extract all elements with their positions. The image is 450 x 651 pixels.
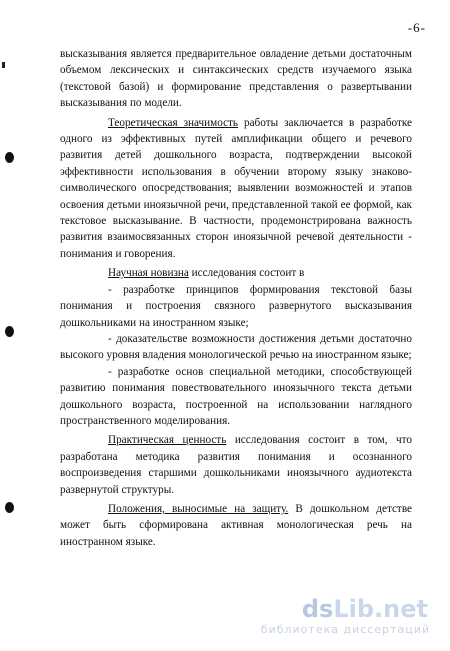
list-item: - доказательстве возможности достижения детьми достаточно высокого уровня владения монологической речью на иностранном языке; xyxy=(60,332,412,362)
list-item: - разработке основ специальной методики, способствующей развитию понимания повествовательного иноязычного текста детьми дошкольного возраста, построенной на использовании наглядного пространственного моделирования. xyxy=(60,365,412,427)
margin-mark xyxy=(2,62,5,68)
binder-hole xyxy=(5,152,14,163)
binder-hole xyxy=(5,502,14,513)
section-heading-theoretical: Теоретическая значимость xyxy=(108,116,239,129)
watermark-logo: dsLib.net xyxy=(301,595,428,623)
paragraph: Практическая ценность исследования состоит в том, что разработана методика развития понимания и осознанного воспроизведения старшими дошкольниками иноязычного аудиотекста развернутой структуры. xyxy=(60,434,412,496)
paragraph: Научная новизна исследования состоит в xyxy=(108,267,305,280)
watermark-tagline: библиотека диссертаций xyxy=(260,623,430,636)
body-text xyxy=(60,46,412,550)
paragraph: Положения, выносимые на защиту. В дошкольном детстве может быть сформирована активная монологическая речь на иностранном языке. xyxy=(60,502,413,548)
section-heading-novelty: Научная новизна xyxy=(108,267,189,280)
binder-hole xyxy=(5,326,14,337)
section-heading-practical: Практическая ценность xyxy=(108,434,227,447)
watermark xyxy=(228,595,438,636)
paragraph: Теоретическая значимость работы заключается в разработке одного из эффективных путей амплификации общего и речевого развития детей дошкольного возраста, подтверждении высокой эффективности использования в обучении второму языку знаково-символического опосредствования; выявлении возможностей и этапов освоения детьми иноязычной речи, представленной такой ее формой, как текстовое высказывание. В частности, продемонстрирована важность развития взаимосвязанных сторон иноязычной речевой деятельности - понимания и говорения. xyxy=(60,116,412,260)
page-number: -6- xyxy=(407,20,426,35)
list-item: - разработке принципов формирования текстовой базы понимания и построения связного развернутого высказывания дошкольниками на иностранном языке; xyxy=(60,283,412,329)
paragraph: высказывания является предварительное овладение детьми достаточным объемом лексических и синтаксических средств изучаемого языка (текстовой базой) и формирование представления о развертывании высказывания по модели. xyxy=(60,48,412,110)
section-heading-defense: Положения, выносимые на защиту. xyxy=(108,502,289,515)
